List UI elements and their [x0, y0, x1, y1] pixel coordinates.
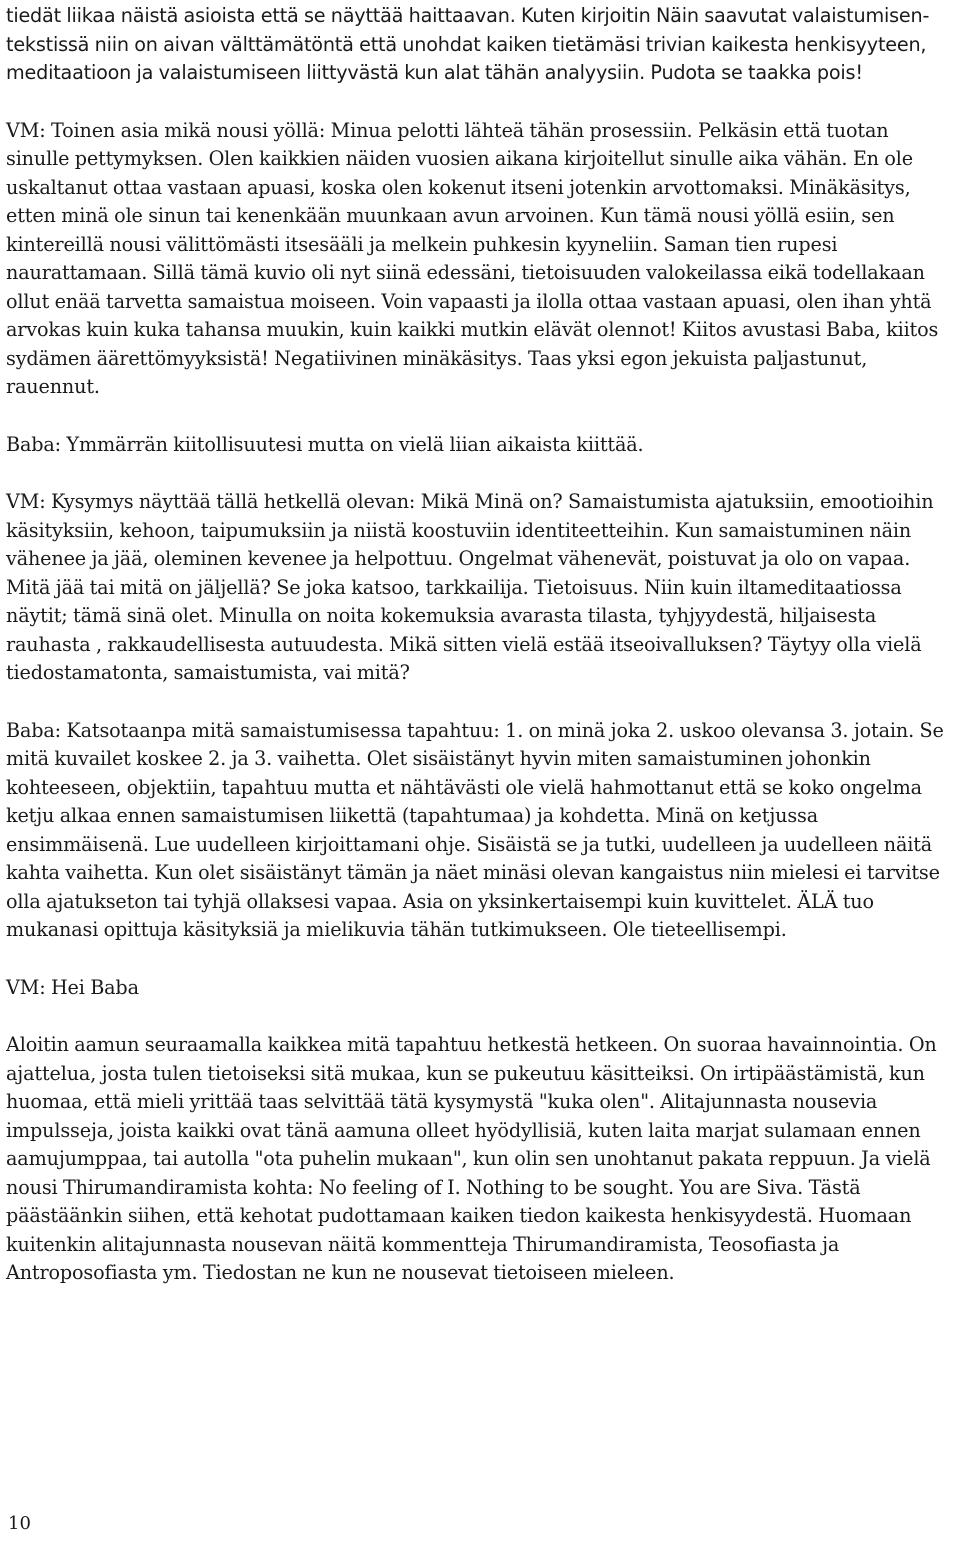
- paragraph-6: [6, 974, 954, 1003]
- paragraph-2: [6, 117, 954, 402]
- paragraph-text: Aloitin aamun seuraamalla kaikkea mitä tapahtuu hetkestä hetkeen. On suoraa havainnointia. On ajattelua, josta tulen tietoiseksi sitä mukaa, kun se pukeutuu käsitteiksi. On irtipäästämistä, kun huomaa, että mieli yrittää taas selvittää tätä kysymystä "kuka olen". Alitajunnasta nousevia impulsseja, joista kaikki ovat tänä aamuna olleet hyödyllisiä, kuten laita marjat sulamaan ennen aamujumppaa, tai autolla "ota puhelin mukaan", kun olin sen unohtanut pakata reppuun. Ja vielä nousi Thirumandiramista kohta: No feeling of I. Nothing to be sought. You are Siva. Tästä päästäänkin siihen, että kehotat pudottamaan kaiken tiedon kaikesta henkisyydestä. Huomaan kuitenkin alitajunnasta nousevan näitä kommentteja Thirumandiramista, Teosofiasta ja Antroposofiasta ym. Tiedostan ne kun ne nousevat tietoiseen mieleen.: [6, 1033, 937, 1284]
- paragraph-4: [6, 488, 954, 688]
- paragraph-text: VM: Hei Baba: [6, 975, 139, 999]
- page-number: 10: [8, 1513, 31, 1534]
- paragraph-7: [6, 1031, 954, 1288]
- paragraph-text: Baba: Ymmärrän kiitollisuutesi mutta on vielä liian aikaista kiittää.: [6, 432, 644, 456]
- paragraph-5: [6, 717, 954, 945]
- paragraph-text: VM: Toinen asia mikä nousi yöllä: Minua pelotti lähteä tähän prosessiin. Pelkäsin että tuotan sinulle pettymyksen. Olen kaikkien näiden vuosien aikana kirjoitellut sinulle aika vähän. En ole uskaltanut ottaa vastaan apuasi, koska olen kokenut itseni jotenkin arvottomaksi. Minäkäsitys, etten minä ole sinun tai kenenkään muunkaan avun arvoinen. Kun tämä nousi yöllä esiin, sen kintereillä nousi välittömästi itsesääli ja melkein puhkesin kyyneliin. Saman tien rupesi naurattamaan. Sillä tämä kuvio oli nyt siinä edessäni, tietoisuuden valokeilassa eikä todellakaan ollut enää tarvetta samaistua moiseen. Voin vapaasti ja ilolla ottaa vastaan apuasi, olen ihan yhtä arvokas kuin kuka tahansa muukin, kuin kaikki mutkin elävät olennot! Kiitos avustasi Baba, kiitos sydämen äärettömyyksistä! Negatiivinen minäkäsitys. Taas yksi egon jekuista paljastunut, rauennut.: [6, 118, 939, 398]
- document-body: [6, 2, 954, 1288]
- paragraph-text: VM: Kysymys näyttää tällä hetkellä olevan: Mikä Minä on? Samaistumista ajatuksiin, emootioihin käsityksiin, kehoon, taipumuksiin ja niistä koostuviin identiteetteihin. Kun samaistuminen näin vähenee ja jää, oleminen kevenee ja helpottuu. Ongelmat vähenevät, poistuvat ja olo on vapaa. Mitä jää tai mitä on jäljellä? Se joka katsoo, tarkkailija. Tietoisuus. Niin kuin iltameditaatiossa näytit; tämä sinä olet. Minulla on noita kokemuksia avarasta tilasta, tyhjyydestä, hiljaisesta rauhasta , rakkaudellisesta autuudesta. Mikä sitten vielä estää itseoivalluksen? Täytyy olla vielä tiedostamatonta, samaistumista, vai mitä?: [6, 490, 934, 684]
- paragraph-text: Baba: Katsotaanpa mitä samaistumisessa tapahtuu: 1. on minä joka 2. uskoo olevansa 3. jotain. Se mitä kuvailet koskee 2. ja 3. vaihetta. Olet sisäistänyt hyvin miten samaistuminen johonkin kohteeseen, objektiin, tapahtuu mutta et nähtävästi ole vielä hahmottanut että se koko ongelma ketju alkaa ennen samaistumisen liikettä (tapahtumaa) ja kohdetta. Minä on ketjussa ensimmäisenä. Lue uudelleen kirjoittamani ohje. Sisäistä se ja tutki, uudelleen ja uudelleen näitä kahta vaihetta. Kun olet sisäistänyt tämän ja näet minäsi olevan kangaistus niin mielesi ei tarvitse olla ajatukseton tai tyhjä ollaksesi vapaa. Asia on yksinkertaisempi kuin kuvittelet. ÄLÄ tuo mukanasi opittuja käsityksiä ja mielikuvia tähän tutkimukseen. Ole tieteellisempi.: [6, 718, 944, 941]
- paragraph-text: tiedät liikaa näistä asioista että se näyttää haittaavan. Kuten kirjoitin Näin saavutat valaistumisen-tekstissä niin on aivan välttämätöntä että unohdat kaiken tietämäsi trivian kaikesta henkisyyteen, meditaatioon ja valaistumiseen liittyvästä kun alat tähän analyysiin. Pudota se taakka pois!: [6, 4, 930, 84]
- paragraph-3: [6, 431, 954, 460]
- paragraph-1: [6, 2, 954, 88]
